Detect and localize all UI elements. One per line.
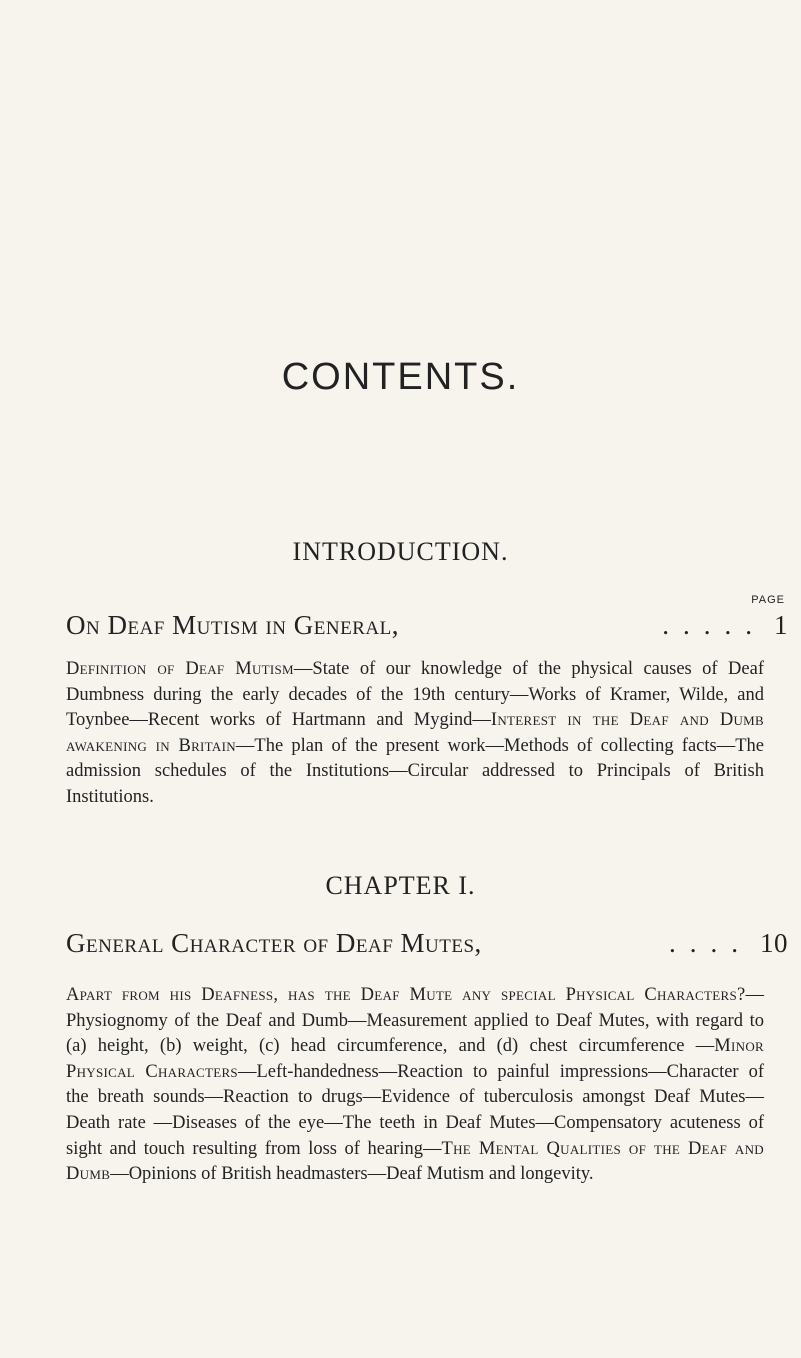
small-caps-phrase: Apart from his Deafness, has the Deaf Mute any special Physical Characters?: [66, 985, 746, 1005]
introduction-summary: [66, 657, 764, 811]
dot-leader: ....: [669, 928, 752, 958]
small-caps-phrase: The Mental Qualities of the Deaf and Dumb: [66, 1138, 765, 1185]
chapter-1-heading: CHAPTER I.: [325, 871, 476, 900]
toc-entry-title: On Deaf Mutism in General,: [66, 610, 399, 640]
toc-entry-introduction[interactable]: [66, 610, 788, 641]
summary-text: —Physiognomy of the Deaf and Dumb—Measurement applied to Deaf Mutes, with regard to (a) height, (b) weight, (c) head circumference, and (d) chest circumference —: [66, 985, 764, 1057]
summary-text: —The plan of the present work—Methods of collecting facts—The admission schedules of the Institutions—Circular addressed to Principals of British Institutions.: [66, 735, 764, 807]
toc-entry-title: General Character of Deaf Mutes,: [66, 928, 482, 958]
chapter-1-summary: [66, 983, 764, 1188]
small-caps-phrase: Interest in the Deaf and Dumb awakening in Britain: [66, 710, 765, 756]
summary-text: —State of our knowledge of the physical causes of Deaf Dumbness during the early decades of the 19th century—Works of Kramer, Wilde, and Toynbee—Recent works of Hartmann and Mygind—: [66, 659, 764, 731]
summary-text: —Left-handedness—Reaction to painful impressions—Character of the breath sounds—Reaction to drugs—Evidence of tuberculosis amongst Deaf Mutes—Death rate —Diseases of the eye—The teeth in Deaf Mutes—Compensatory acuteness of sight and touch resulting from loss of hearing—: [66, 1061, 765, 1159]
toc-page-number: 10: [760, 928, 788, 958]
small-caps-phrase: Definition of Deaf Mutism: [66, 659, 294, 679]
page-column-label: PAGE: [751, 594, 785, 606]
toc-page-number: 1: [774, 610, 788, 640]
dot-leader: .....: [662, 610, 766, 640]
summary-text: —Opinions of British headmasters—Deaf Mutism and longevity.: [110, 1164, 594, 1185]
toc-entry-chapter-1[interactable]: [66, 928, 788, 959]
introduction-heading: INTRODUCTION.: [292, 537, 509, 566]
small-caps-phrase: Minor Physical Characters: [66, 1036, 764, 1082]
contents-title: CONTENTS.: [281, 356, 520, 398]
